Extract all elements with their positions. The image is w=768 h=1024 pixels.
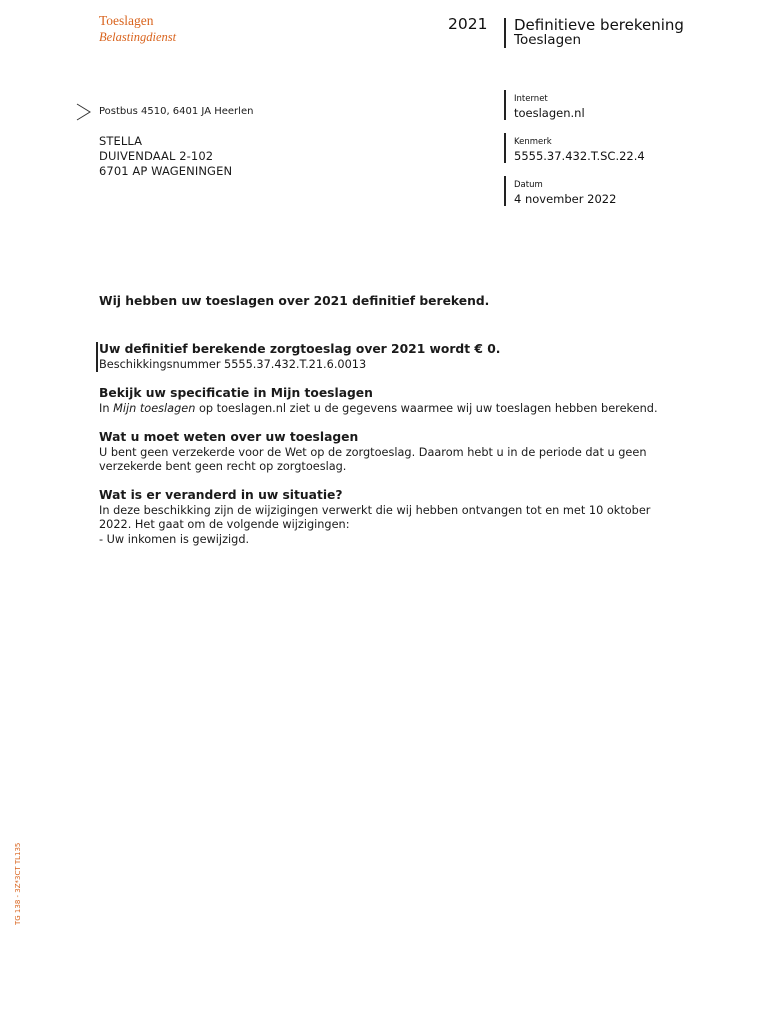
- spec-text-post: op toeslagen.nl ziet u de gegevens waarmee wij uw toeslagen hebben berekend.: [195, 402, 658, 415]
- datum-label: Datum: [514, 180, 543, 190]
- kenmerk-value: 5555.37.432.T.SC.22.4: [514, 149, 645, 163]
- mijn-toeslagen-link[interactable]: Mijn toeslagen: [113, 402, 196, 415]
- arrow-right-icon: [76, 103, 92, 121]
- intro-heading: Wij hebben uw toeslagen over 2021 definitief berekend.: [99, 294, 490, 308]
- margin-code: TG 138 - 3Z*3CT TL135: [14, 842, 22, 925]
- datum-divider: [504, 176, 506, 206]
- beschikkingsnummer: Beschikkingsnummer 5555.37.432.T.21.6.0013: [99, 358, 367, 371]
- internet-link[interactable]: toeslagen.nl: [514, 106, 585, 120]
- weten-line-1: U bent geen verzekerde voor de Wet op de zorgtoeslag. Daarom hebt u in de periode dat u geen: [99, 446, 647, 459]
- veranderd-line-1: In deze beschikking zijn de wijzigingen verwerkt die wij hebben ontvangen tot en met 10 oktober: [99, 504, 651, 517]
- specificatie-text: [99, 401, 699, 416]
- zorgtoeslag-heading: Uw definitief berekende zorgtoeslag over 2021 wordt € 0.: [99, 342, 501, 356]
- weten-title: Wat u moet weten over uw toeslagen: [99, 430, 359, 444]
- return-address: Postbus 4510, 6401 JA Heerlen: [99, 106, 254, 117]
- header-year: 2021: [448, 15, 488, 33]
- logo-toeslagen: Toeslagen: [99, 13, 154, 28]
- spec-text-pre: In: [99, 402, 114, 415]
- logo-belastingdienst: Belastingdienst: [99, 30, 177, 44]
- veranderd-bullet: - Uw inkomen is gewijzigd.: [99, 533, 250, 546]
- highlight-bar: [96, 342, 98, 372]
- kenmerk-divider: [504, 133, 506, 163]
- recipient-street: DUIVENDAAL 2-102: [99, 149, 214, 163]
- datum-value: 4 november 2022: [514, 192, 617, 206]
- document-title: Definitieve berekening: [514, 16, 684, 34]
- internet-divider: [504, 90, 506, 120]
- weten-line-2: verzekerde bent geen recht op zorgtoeslag.: [99, 460, 347, 473]
- recipient-city: 6701 AP WAGENINGEN: [99, 164, 233, 178]
- recipient-name: STELLA: [99, 134, 143, 148]
- veranderd-line-2: 2022. Het gaat om de volgende wijzigingen:: [99, 518, 350, 531]
- kenmerk-label: Kenmerk: [514, 137, 552, 147]
- header-divider: [504, 18, 506, 48]
- specificatie-title: Bekijk uw specificatie in Mijn toeslagen: [99, 386, 373, 400]
- veranderd-title: Wat is er veranderd in uw situatie?: [99, 488, 343, 502]
- document-subtitle: Toeslagen: [514, 32, 582, 48]
- internet-label: Internet: [514, 94, 548, 104]
